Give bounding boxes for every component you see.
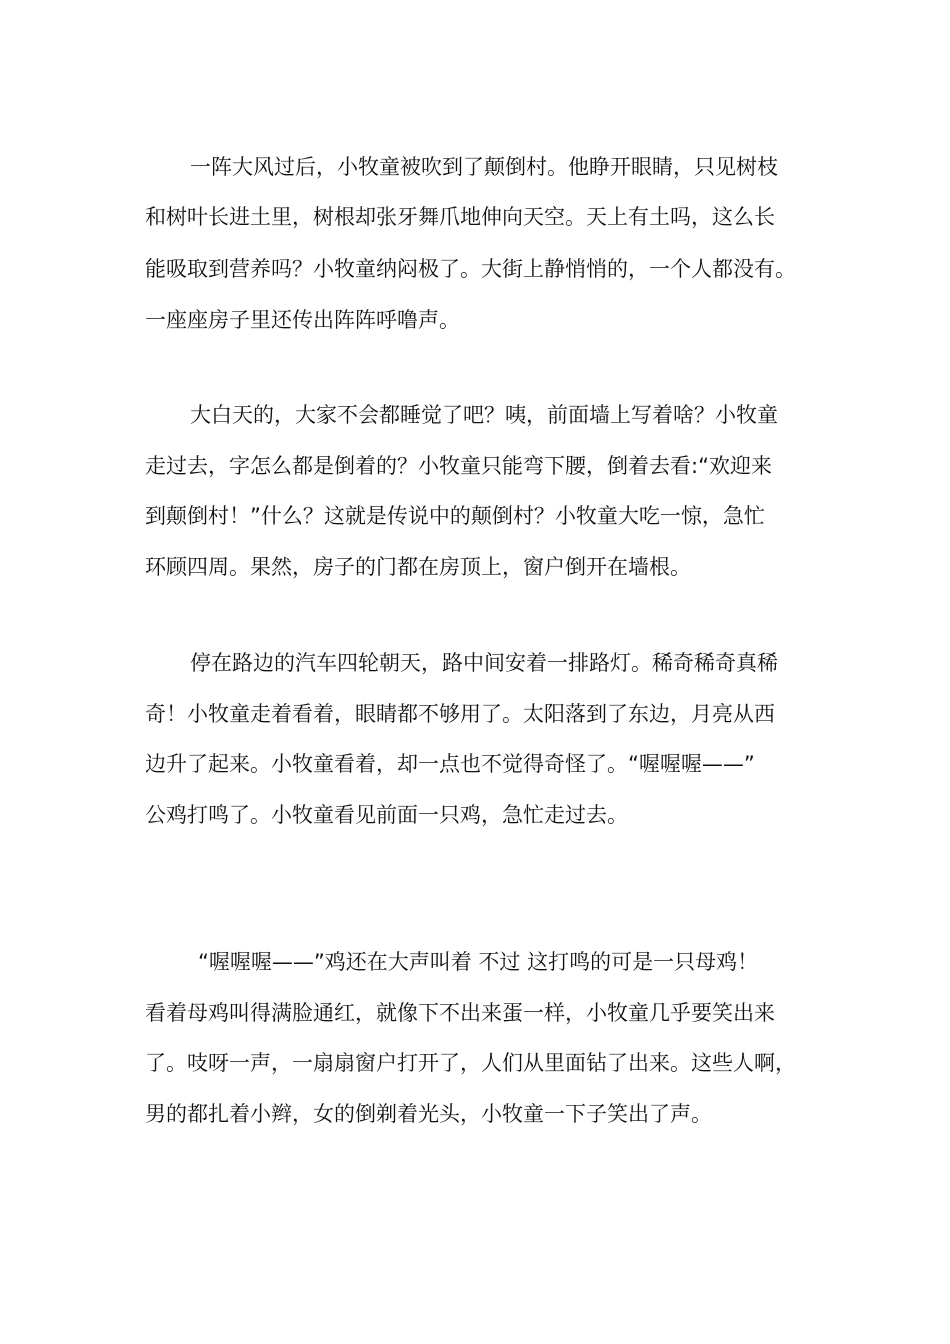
paragraph-line: 一阵大风过后，小牧童被吹到了颠倒村。他睁开眼睛，只见树枝 [190, 155, 778, 179]
paragraph-line: 环顾四周。果然，房子的门都在房顶上，窗户倒开在墙根。 [145, 555, 691, 579]
paragraph-line: 奇！小牧童走着看着，眼睛都不够用了。太阳落到了东边，月亮从西 [145, 702, 775, 726]
paragraph-line: 公鸡打鸣了。小牧童看见前面一只鸡，急忙走过去。 [145, 803, 628, 827]
paragraph-line: 到颠倒村！”什么？这就是传说中的颠倒村？小牧童大吃一惊，急忙 [145, 504, 765, 528]
paragraph-line: 和树叶长进土里，树根却张牙舞爪地伸向天空。天上有土吗，这么长 [145, 205, 775, 229]
paragraph-line: 一座座房子里还传出阵阵呼噜声。 [145, 308, 460, 332]
paragraph-line: 大白天的，大家不会都睡觉了吧？咦，前面墙上写着啥？小牧童 [190, 403, 778, 427]
paragraph-line: 走过去，字怎么都是倒着的？小牧童只能弯下腰，倒着去看:“欢迎来 [145, 454, 772, 478]
paragraph-line: 男的都扎着小辫，女的倒剃着光头，小牧童一下子笑出了声。 [145, 1102, 712, 1126]
paragraph-line: 停在路边的汽车四轮朝天，路中间安着一排路灯。稀奇稀奇真稀 [190, 651, 778, 675]
paragraph-line: “喔喔喔——”鸡还在大声叫着 不过 这打鸣的可是一只母鸡！ [198, 950, 759, 974]
paragraph-line: 能吸取到营养吗？小牧童纳闷极了。大街上静悄悄的，一个人都没有。 [145, 257, 796, 281]
paragraph-line: 看着母鸡叫得满脸通红，就像下不出来蛋一样，小牧童几乎要笑出来 [145, 1001, 775, 1025]
paragraph-line: 边升了起来。小牧童看着，却一点也不觉得奇怪了。“喔喔喔——” [145, 752, 755, 776]
paragraph-line: 了。吱呀一声，一扇扇窗户打开了，人们从里面钻了出来。这些人啊， [145, 1051, 796, 1075]
